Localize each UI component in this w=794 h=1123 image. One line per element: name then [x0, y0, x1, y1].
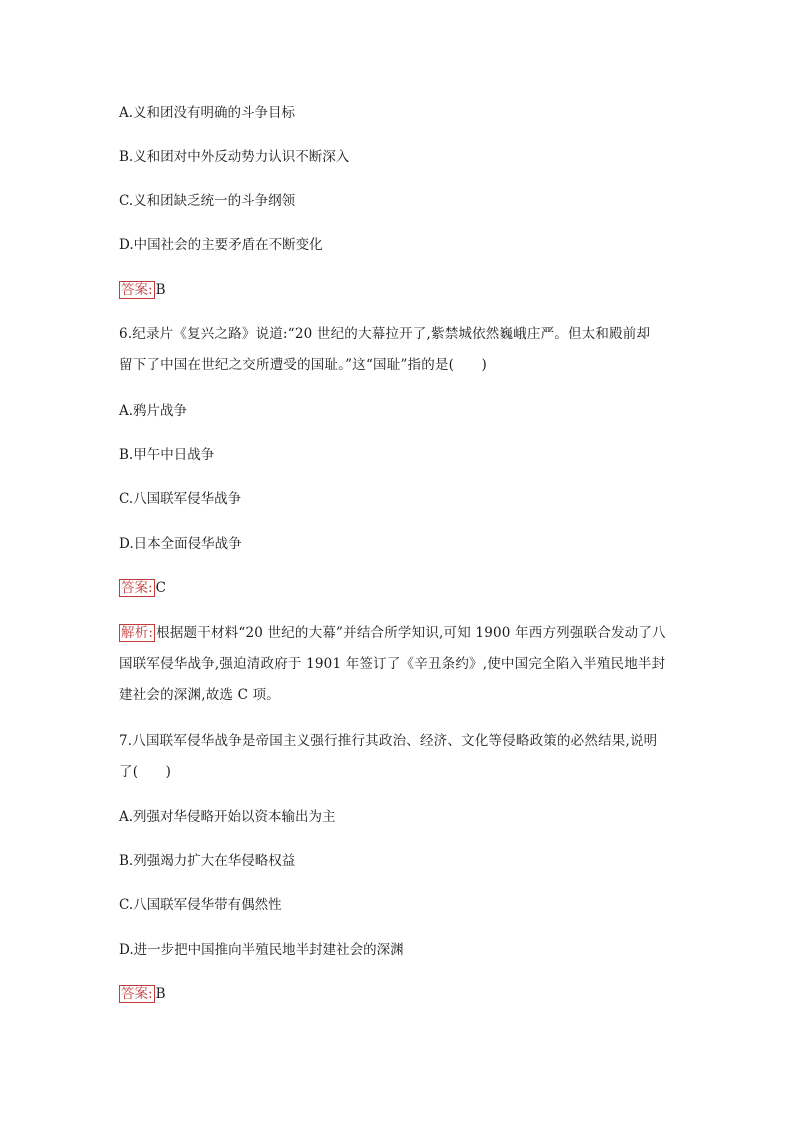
q6-option-a: A.鸦片战争 — [119, 403, 188, 419]
q7-option-a: A.列强对华侵略开始以资本输出为主 — [119, 809, 336, 825]
answer-label: 答案: — [121, 580, 153, 596]
q7-option-d: D.进一步把中国推向半殖民地半封建社会的深渊 — [119, 942, 404, 958]
q5-option-d: D.中国社会的主要矛盾在不断变化 — [119, 237, 323, 253]
q6-analysis-line2: 国联军侵华战争,强迫清政府于 1901 年签订了《辛丑条约》,使中国完全陷入半殖民地半封 — [119, 656, 666, 672]
q6-option-d: D.日本全面侵华战争 — [119, 536, 242, 552]
q6-option-c: C.八国联军侵华战争 — [119, 491, 242, 507]
q7-option-c: C.八国联军侵华带有偶然性 — [119, 897, 282, 913]
q6-analysis-line1 — [119, 624, 666, 642]
q7-answer — [119, 985, 165, 1003]
q5-option-b: B.义和团对中外反动势力认识不断深入 — [119, 149, 350, 165]
q5-answer — [119, 281, 165, 299]
answer-label: 答案: — [121, 282, 153, 298]
analysis-label: 解析: — [121, 625, 154, 641]
q6-stem-line2: 留下了中国在世纪之交所遭受的国耻。”这“国耻”指的是( ) — [119, 357, 487, 373]
q6-option-b: B.甲午中日战争 — [119, 447, 215, 463]
q7-option-b: B.列强竭力扩大在华侵略权益 — [119, 853, 296, 869]
q6-analysis-line3: 建社会的深渊,故选 C 项。 — [119, 687, 281, 703]
q7-stem-line1: 7.八国联军侵华战争是帝国主义强行推行其政治、经济、文化等侵略政策的必然结果,说明 — [119, 733, 658, 749]
q5-option-a: A.义和团没有明确的斗争目标 — [119, 105, 296, 121]
q5-option-c: C.义和团缺乏统一的斗争纲领 — [119, 193, 296, 209]
answer-value: B — [155, 282, 166, 298]
answer-value: B — [155, 986, 166, 1002]
analysis-text: 根据题干材料“20 世纪的大幕”并结合所学知识,可知 1900 年西方列强联合发动了八 — [156, 625, 666, 641]
answer-value: C — [155, 580, 166, 596]
q6-answer — [119, 579, 166, 597]
answer-label: 答案: — [121, 986, 153, 1002]
q6-stem-line1: 6.纪录片《复兴之路》说道:“20 世纪的大幕拉开了,紫禁城依然巍峨庄严。但太和殿前却 — [119, 326, 651, 342]
q7-stem-line2: 了( ) — [119, 764, 172, 780]
